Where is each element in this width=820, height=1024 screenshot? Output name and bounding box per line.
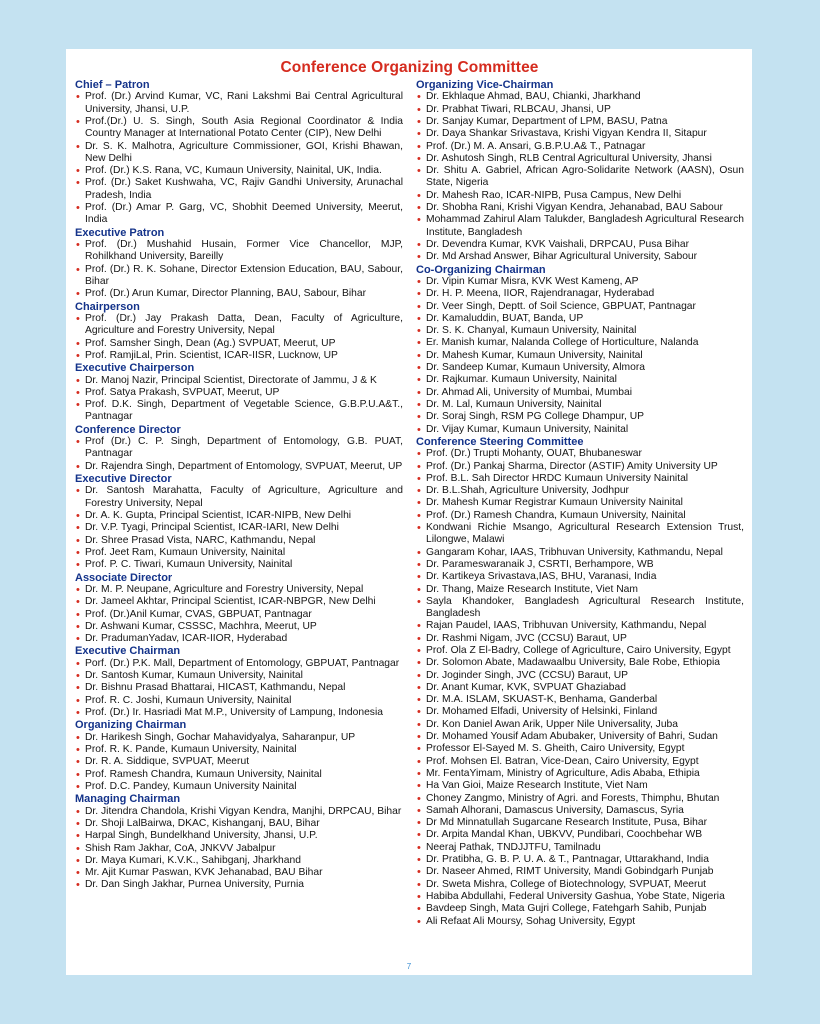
member-entry: • Prof. R. K. Pande, Kumaun University, Nainital (75, 744, 403, 756)
committee-section (75, 473, 403, 571)
left-column (75, 79, 403, 928)
member-entry: • Dr. Mahesh Kumar Registrar Kumaun University Nainital (416, 497, 744, 509)
member-entry: • Dr. Ashwani Kumar, CSSSC, Machhra, Meerut, UP (75, 621, 403, 633)
member-entry: • Prof. D.K. Singh, Department of Vegetable Science, G.B.P.U.A&T., Pantnagar (75, 399, 403, 424)
member-entry: • Dr. Mohamed Elfadi, University of Helsinki, Finland (416, 706, 744, 718)
member-entry: • Prof. B.L. Sah Director HRDC Kumaun University Nainital (416, 473, 744, 485)
member-entry: • Prof. P. C. Tiwari, Kumaun University, Nainital (75, 559, 403, 571)
member-entry: • Prof. RamjiLal, Prin. Scientist, ICAR-IISR, Lucknow, UP (75, 350, 403, 362)
member-entry: • Dr. Santosh Marahatta, Faculty of Agriculture, Agriculture and Forestry University, Nepal (75, 485, 403, 510)
member-entry: • Prof. Satya Prakash, SVPUAT, Meerut, UP (75, 387, 403, 399)
member-entry: • Dr. Manoj Nazir, Principal Scientist, Directorate of Jammu, J & K (75, 375, 403, 387)
member-entry: • Dr. Prabhat Tiwari, RLBCAU, Jhansi, UP (416, 104, 744, 116)
member-entry: • Dr. Veer Singh, Deptt. of Soil Science, GBPUAT, Pantnagar (416, 301, 744, 313)
member-entry: • Dr. A. K. Gupta, Principal Scientist, ICAR-NIPB, New Delhi (75, 510, 403, 522)
member-entry: • Dr. Arpita Mandal Khan, UBKVV, Pundibari, Coochbehar WB (416, 829, 744, 841)
member-entry: • Prof. (Dr.) Trupti Mohanty, OUAT, Bhubaneswar (416, 448, 744, 460)
section-heading: Executive Chairperson (75, 362, 195, 375)
member-entry: • Dr. Bishnu Prasad Bhattarai, HICAST, Kathmandu, Nepal (75, 682, 403, 694)
member-entry: • Ali Refaat Ali Moursy, Sohag University, Egypt (416, 916, 744, 928)
section-heading: Organizing Chairman (75, 719, 187, 732)
committee-section (416, 264, 744, 436)
member-entry: • Dr. Santosh Kumar, Kumaun University, Nainital (75, 670, 403, 682)
member-entry: • Prof. (Dr.) K.S. Rana, VC, Kumaun University, Nainital, UK, India. (75, 165, 403, 177)
member-entry: • Dr. V.P. Tyagi, Principal Scientist, ICAR-IARI, New Delhi (75, 522, 403, 534)
member-entry: • Prof. Ola Z El-Badry, College of Agriculture, Cairo University, Egypt (416, 645, 744, 657)
committee-section (75, 572, 403, 646)
member-entry: • Prof. Mohsen El. Batran, Vice-Dean, Cairo University, Egypt (416, 756, 744, 768)
member-entry: • Dr. Ashutosh Singh, RLB Central Agricultural University, Jhansi (416, 153, 744, 165)
member-entry: • Dr. M.A. ISLAM, SKUAST-K, Benhama, Ganderbal (416, 694, 744, 706)
member-entry: • Dr. Kon Daniel Awan Arik, Upper Nile Universality, Juba (416, 719, 744, 731)
member-entry: • Dr. R. A. Siddique, SVPUAT, Meerut (75, 756, 403, 768)
member-entry: • Prof. (Dr.)Anil Kumar, CVAS, GBPUAT, Pantnagar (75, 609, 403, 621)
member-entry: • Prof. (Dr.) Ramesh Chandra, Kumaun University, Nainital (416, 510, 744, 522)
member-entry: • Dr. Thang, Maize Research Institute, Viet Nam (416, 584, 744, 596)
member-entry: • Dr. Dan Singh Jakhar, Purnea University, Purnia (75, 879, 403, 891)
member-entry: • Dr. S. K. Malhotra, Agriculture Commissioner, GOI, Krishi Bhawan, New Delhi (75, 141, 403, 166)
member-entry: • Dr. Vipin Kumar Misra, KVK West Kameng, AP (416, 276, 744, 288)
member-entry: • Bavdeep Singh, Mata Gujri College, Fatehgarh Sahib, Punjab (416, 903, 744, 915)
member-entry: • Dr. Kartikeya Srivastava,IAS, BHU, Varanasi, India (416, 571, 744, 583)
member-entry: • Dr. Naseer Ahmed, RIMT University, Mandi Gobindgarh Punjab (416, 866, 744, 878)
member-entry: • Dr. Mahesh Kumar, Kumaun University, Nainital (416, 350, 744, 362)
member-entry: • Prof. (Dr.) Pankaj Sharma, Director (ASTIF) Amity University UP (416, 461, 744, 473)
member-entry: • Dr. Anant Kumar, KVK, SVPUAT Ghaziabad (416, 682, 744, 694)
section-heading: Managing Chairman (75, 793, 181, 806)
member-entry: • Dr. Mahesh Rao, ICAR-NIPB, Pusa Campus, New Delhi (416, 190, 744, 202)
section-heading: Co-Organizing Chairman (416, 263, 546, 276)
member-entry: • Dr. Rashmi Nigam, JVC (CCSU) Baraut, UP (416, 633, 744, 645)
member-entry: • Prof. (Dr.) Ir. Hasriadi Mat M.P., University of Lampung, Indonesia (75, 707, 403, 719)
member-entry: • Prof (Dr.) C. P. Singh, Department of Entomology, G.B. PUAT, Pantnagar (75, 436, 403, 461)
member-entry: • Dr. Kamaluddin, BUAT, Banda, UP (416, 313, 744, 325)
columns (75, 79, 744, 928)
member-entry: • Dr. Daya Shankar Srivastava, Krishi Vigyan Kendra II, Sitapur (416, 128, 744, 140)
member-entry: • Prof. (Dr.) M. A. Ansari, G.B.P.U.A& T., Patnagar (416, 141, 744, 153)
member-entry: • Er. Manish kumar, Nalanda College of Horticulture, Nalanda (416, 337, 744, 349)
member-entry: • Dr. PradumanYadav, ICAR-IIOR, Hyderabad (75, 633, 403, 645)
member-entry: • Harpal Singh, Bundelkhand University, Jhansi, U.P. (75, 830, 403, 842)
member-entry: • Dr. Jitendra Chandola, Krishi Vigyan Kendra, Manjhi, DRPCAU, Bihar (75, 806, 403, 818)
member-entry: • Dr. Sweta Mishra, College of Biotechnology, SVPUAT, Meerut (416, 879, 744, 891)
member-entry: • Dr. Soraj Singh, RSM PG College Dhampur, UP (416, 411, 744, 423)
committee-section (75, 793, 403, 891)
member-entry: • Dr. Shobha Rani, Krishi Vigyan Kendra, Jehanabad, BAU Sabour (416, 202, 744, 214)
committee-section (75, 645, 403, 719)
member-entry: • Dr. Rajendra Singh, Department of Entomology, SVPUAT, Meerut, UP (75, 461, 403, 473)
member-entry: • Gangaram Kohar, IAAS, Tribhuvan University, Kathmandu, Nepal (416, 547, 744, 559)
member-entry: • Dr. Shoji LalBairwa, DKAC, Kishanganj, BAU, Bihar (75, 818, 403, 830)
member-entry: • Ha Van Gioi, Maize Research Institute, Viet Nam (416, 780, 744, 792)
member-entry: • Prof. (Dr.) R. K. Sohane, Director Extension Education, BAU, Sabour, Bihar (75, 264, 403, 289)
section-heading: Executive Patron (75, 226, 165, 239)
member-entry: • Dr. Ahmad Ali, University of Mumbai, Mumbai (416, 387, 744, 399)
committee-section (75, 301, 403, 363)
member-entry: • Choney Zangmo, Ministry of Agri. and Forests, Thimphu, Bhutan (416, 793, 744, 805)
member-entry: • Dr. Vijay Kumar, Kumaun University, Nainital (416, 424, 744, 436)
section-heading: Chief – Patron (75, 79, 150, 91)
member-entry: • Dr. Ekhlaque Ahmad, BAU, Chianki, Jharkhand (416, 91, 744, 103)
member-entry: • Prof.(Dr.) U. S. Singh, South Asia Regional Coordinator & India Country Manager at International Potato Center (CIP), New Delhi (75, 116, 403, 141)
member-entry: • Dr. Shree Prasad Vista, NARC, Kathmandu, Nepal (75, 535, 403, 547)
member-entry: • Dr Md Minnatullah Sugarcane Research Institute, Pusa, Bihar (416, 817, 744, 829)
member-entry: • Prof. Jeet Ram, Kumaun University, Nainital (75, 547, 403, 559)
member-entry: • Dr. Sanjay Kumar, Department of LPM, BASU, Patna (416, 116, 744, 128)
member-entry: • Sayla Khandoker, Bangladesh Agricultural Research Institute, Bangladesh (416, 596, 744, 621)
member-entry: • Kondwani Richie Msango, Agricultural Research Extension Trust, Lilongwe, Malawi (416, 522, 744, 547)
member-entry: • Dr. Solomon Abate, Madawaalbu University, Bale Robe, Ethiopia (416, 657, 744, 669)
member-entry: • Porf. (Dr.) P.K. Mall, Department of Entomology, GBPUAT, Pantnagar (75, 658, 403, 670)
member-entry: • Prof. (Dr.) Saket Kushwaha, VC, Rajiv Gandhi University, Arunachal Pradesh, India (75, 177, 403, 202)
section-heading: Executive Director (75, 473, 172, 486)
member-entry: • Dr. S. K. Chanyal, Kumaun University, Nainital (416, 325, 744, 337)
member-entry: • Dr. Maya Kumari, K.V.K., Sahibganj, Jharkhand (75, 855, 403, 867)
member-entry: • Dr. Md Arshad Answer, Bihar Agricultural University, Sabour (416, 251, 744, 263)
member-entry: • Prof. D.C. Pandey, Kumaun University Nainital (75, 781, 403, 793)
committee-section (75, 362, 403, 424)
member-entry: • Mr. FentaYimam, Ministry of Agriculture, Adis Ababa, Ethipia (416, 768, 744, 780)
member-entry: • Dr. Mohamed Yousif Adam Abubaker, University of Bahri, Sudan (416, 731, 744, 743)
member-entry: • Prof. (Dr.) Mushahid Husain, Former Vice Chancellor, MJP, Rohilkhand University, Bareilly (75, 239, 403, 264)
member-entry: • Dr. Joginder Singh, JVC (CCSU) Baraut, UP (416, 670, 744, 682)
right-column (416, 79, 744, 928)
member-entry: • Dr. H. P. Meena, IIOR, Rajendranagar, Hyderabad (416, 288, 744, 300)
committee-section (75, 424, 403, 473)
section-heading: Conference Steering Committee (416, 435, 584, 448)
section-heading: Organizing Vice-Chairman (416, 79, 554, 91)
page-title: Conference Organizing Committee (280, 59, 539, 76)
committee-page (66, 49, 752, 975)
committee-section (75, 79, 403, 227)
member-entry: • Mohammad Zahirul Alam Talukder, Bangladesh Agricultural Research Institute, Bangladesh (416, 214, 744, 239)
section-heading: Chairperson (75, 300, 140, 313)
member-entry: • Prof. R. C. Joshi, Kumaun University, Nainital (75, 695, 403, 707)
member-entry: • Shish Ram Jakhar, CoA, JNKVV Jabalpur (75, 843, 403, 855)
member-entry: • Professor El-Sayed M. S. Gheith, Cairo University, Egypt (416, 743, 744, 755)
member-entry: • Rajan Paudel, IAAS, Tribhuvan University, Kathmandu, Nepal (416, 620, 744, 632)
member-entry: • Dr. Jameel Akhtar, Principal Scientist, ICAR-NBPGR, New Delhi (75, 596, 403, 608)
section-heading: Conference Director (75, 423, 181, 436)
section-heading: Executive Chairman (75, 645, 181, 658)
member-entry: • Prof. (Dr.) Arvind Kumar, VC, Rani Lakshmi Bai Central Agricultural University, Jhansi, U.P. (75, 91, 403, 116)
member-entry: • Habiba Abdullahi, Federal University Gashua, Yobe State, Nigeria (416, 891, 744, 903)
member-entry: • Dr. Shitu A. Gabriel, African Agro-Solidarite Network (AASN), Osun State, Nigeria (416, 165, 744, 190)
member-entry: • Dr. M. Lal, Kumaun University, Nainital (416, 399, 744, 411)
committee-section (75, 719, 403, 793)
committee-section (416, 79, 744, 264)
member-entry: • Dr. Pratibha, G. B. P. U. A. & T., Pantnagar, Uttarakhand, India (416, 854, 744, 866)
member-entry: • Prof. (Dr.) Amar P. Garg, VC, Shobhit Deemed University, Meerut, India (75, 202, 403, 227)
member-entry: • Dr. Sandeep Kumar, Kumaun University, Almora (416, 362, 744, 374)
member-entry: • Dr. Rajkumar. Kumaun University, Nainital (416, 374, 744, 386)
section-heading: Associate Director (75, 571, 173, 584)
member-entry: • Prof. Samsher Singh, Dean (Ag.) SVPUAT, Meerut, UP (75, 338, 403, 350)
page-number: 7 (406, 962, 412, 971)
member-entry: • Dr. B.L.Shah, Agriculture University, Jodhpur (416, 485, 744, 497)
member-entry: • Dr. Devendra Kumar, KVK Vaishali, DRPCAU, Pusa Bihar (416, 239, 744, 251)
member-entry: • Dr. M. P. Neupane, Agriculture and Forestry University, Nepal (75, 584, 403, 596)
member-entry: • Mr. Ajit Kumar Paswan, KVK Jehanabad, BAU Bihar (75, 867, 403, 879)
member-entry: • Neeraj Pathak, TNDJJTFU, Tamilnadu (416, 842, 744, 854)
member-entry: • Prof. Ramesh Chandra, Kumaun University, Nainital (75, 769, 403, 781)
member-entry: • Dr. Parameswaranaik J, CSRTI, Berhampore, WB (416, 559, 744, 571)
committee-section (75, 227, 403, 301)
member-entry: • Samah Alhorani, Damascus University, Damascus, Syria (416, 805, 744, 817)
member-entry: • Dr. Harikesh Singh, Gochar Mahavidyalya, Saharanpur, UP (75, 732, 403, 744)
member-entry: • Prof. (Dr.) Jay Prakash Datta, Dean, Faculty of Agriculture, Agriculture and Forestry University, Nepal (75, 313, 403, 338)
member-entry: • Prof. (Dr.) Arun Kumar, Director Planning, BAU, Sabour, Bihar (75, 288, 403, 300)
committee-section (416, 436, 744, 928)
